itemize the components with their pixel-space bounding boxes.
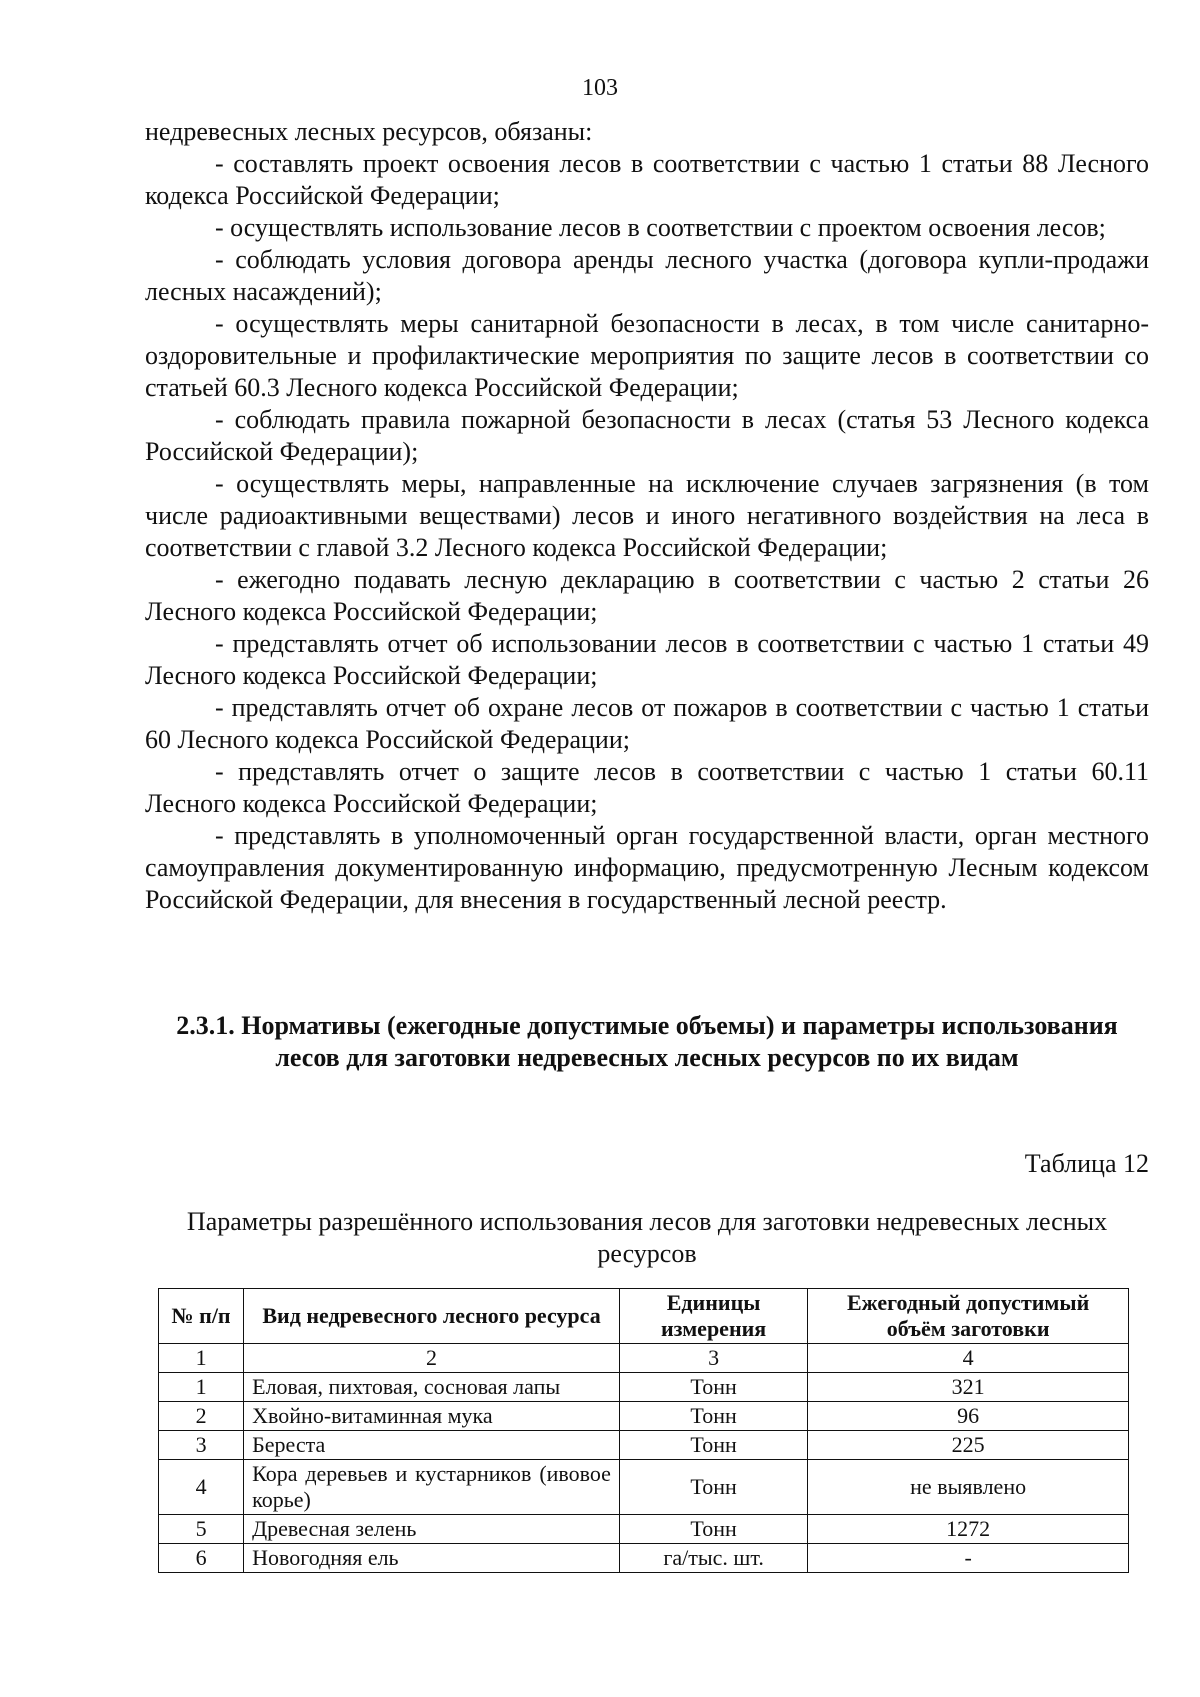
obligation-item: - соблюдать условия договора аренды лесного участка (договора купли-продажи лесных насаждений); <box>145 245 1149 306</box>
annual-volume: 96 <box>808 1402 1129 1431</box>
obligation-item: - осуществлять меры санитарной безопасности в лесах, в том числе санитарно-оздоровительные и профилактические мероприятия по защите лесов в соответствии со статьей 60.3 Лесного кодекса Российской Федерации; <box>145 309 1149 402</box>
column-number: 2 <box>244 1344 620 1373</box>
annual-volume: 321 <box>808 1373 1129 1402</box>
resource-name: Кора деревьев и кустарников (ивовое корье) <box>244 1460 620 1515</box>
table-row <box>159 1544 1129 1573</box>
column-header-number: № п/п <box>159 1289 244 1344</box>
obligation-item: - ежегодно подавать лесную декларацию в соответствии с частью 2 статьи 26 Лесного кодекса Российской Федерации; <box>145 565 1149 626</box>
obligation-item: - представлять отчет об использовании лесов в соответствии с частью 1 статьи 49 Лесного кодекса Российской Федерации; <box>145 629 1149 690</box>
row-number: 5 <box>159 1515 244 1544</box>
table-row <box>159 1460 1129 1515</box>
annual-volume: 1272 <box>808 1515 1129 1544</box>
table-row <box>159 1373 1129 1402</box>
table-header-row <box>159 1289 1129 1344</box>
units: Тонн <box>619 1515 807 1544</box>
row-number: 6 <box>159 1544 244 1573</box>
obligation-item: - представлять отчет об охране лесов от пожаров в соответствии с частью 1 статьи 60 Лесного кодекса Российской Федерации; <box>145 693 1149 754</box>
obligation-item: - соблюдать правила пожарной безопасности в лесах (статья 53 Лесного кодекса Российской Федерации); <box>145 405 1149 466</box>
table-row <box>159 1431 1129 1460</box>
column-number-row <box>159 1344 1129 1373</box>
column-header-volume: Ежегодный допустимый объём заготовки <box>808 1289 1129 1344</box>
obligation-item: - составлять проект освоения лесов в соответствии с частью 1 статьи 88 Лесного кодекса Российской Федерации; <box>145 149 1149 210</box>
body-text <box>145 116 1149 916</box>
column-number: 4 <box>808 1344 1129 1373</box>
obligation-item: - осуществлять использование лесов в соответствии с проектом освоения лесов; <box>215 213 1106 242</box>
page-number: 103 <box>582 75 618 101</box>
column-number: 3 <box>619 1344 807 1373</box>
table-row <box>159 1402 1129 1431</box>
units: Тонн <box>619 1402 807 1431</box>
resource-name: Береста <box>244 1431 620 1460</box>
annual-volume: - <box>808 1544 1129 1573</box>
row-number: 1 <box>159 1373 244 1402</box>
resource-name: Новогодняя ель <box>244 1544 620 1573</box>
paragraph: недревесных лесных ресурсов, обязаны: <box>145 117 593 146</box>
column-header-resource: Вид недревесного лесного ресурса <box>244 1289 620 1344</box>
table-caption: Таблица 12 <box>1024 1149 1149 1178</box>
units: га/тыс. шт. <box>619 1544 807 1573</box>
row-number: 2 <box>159 1402 244 1431</box>
annual-volume: не выявлено <box>808 1460 1129 1515</box>
resource-name: Древесная зелень <box>244 1515 620 1544</box>
annual-volume: 225 <box>808 1431 1129 1460</box>
resource-name: Еловая, пихтовая, сосновая лапы <box>244 1373 620 1402</box>
units: Тонн <box>619 1431 807 1460</box>
section-heading: 2.3.1. Нормативы (ежегодные допустимые объемы) и параметры использования лесов для заготовки недревесных лесных ресурсов по их видам <box>176 1011 1118 1072</box>
resources-table <box>158 1288 1129 1573</box>
resource-name: Хвойно-витаминная мука <box>244 1402 620 1431</box>
obligation-item: - представлять отчет о защите лесов в соответствии с частью 1 статьи 60.11 Лесного кодекса Российской Федерации; <box>145 757 1149 818</box>
obligation-item: - осуществлять меры, направленные на исключение случаев загрязнения (в том числе радиоактивными веществами) лесов и иного негативного воздействия на леса в соответствии с главой 3.2 Лесного кодекса Российской Федерации; <box>145 469 1149 562</box>
row-number: 4 <box>159 1460 244 1515</box>
table-row <box>159 1515 1129 1544</box>
column-number: 1 <box>159 1344 244 1373</box>
units: Тонн <box>619 1460 807 1515</box>
column-header-units: Единицы измерения <box>619 1289 807 1344</box>
row-number: 3 <box>159 1431 244 1460</box>
table-title: Параметры разрешённого использования лесов для заготовки недревесных лесных ресурсов <box>186 1207 1108 1268</box>
units: Тонн <box>619 1373 807 1402</box>
obligation-item: - представлять в уполномоченный орган государственной власти, орган местного самоуправления документированную информацию, предусмотренную Лесным кодексом Российской Федерации, для внесения в государственный лесной реестр. <box>145 821 1149 914</box>
